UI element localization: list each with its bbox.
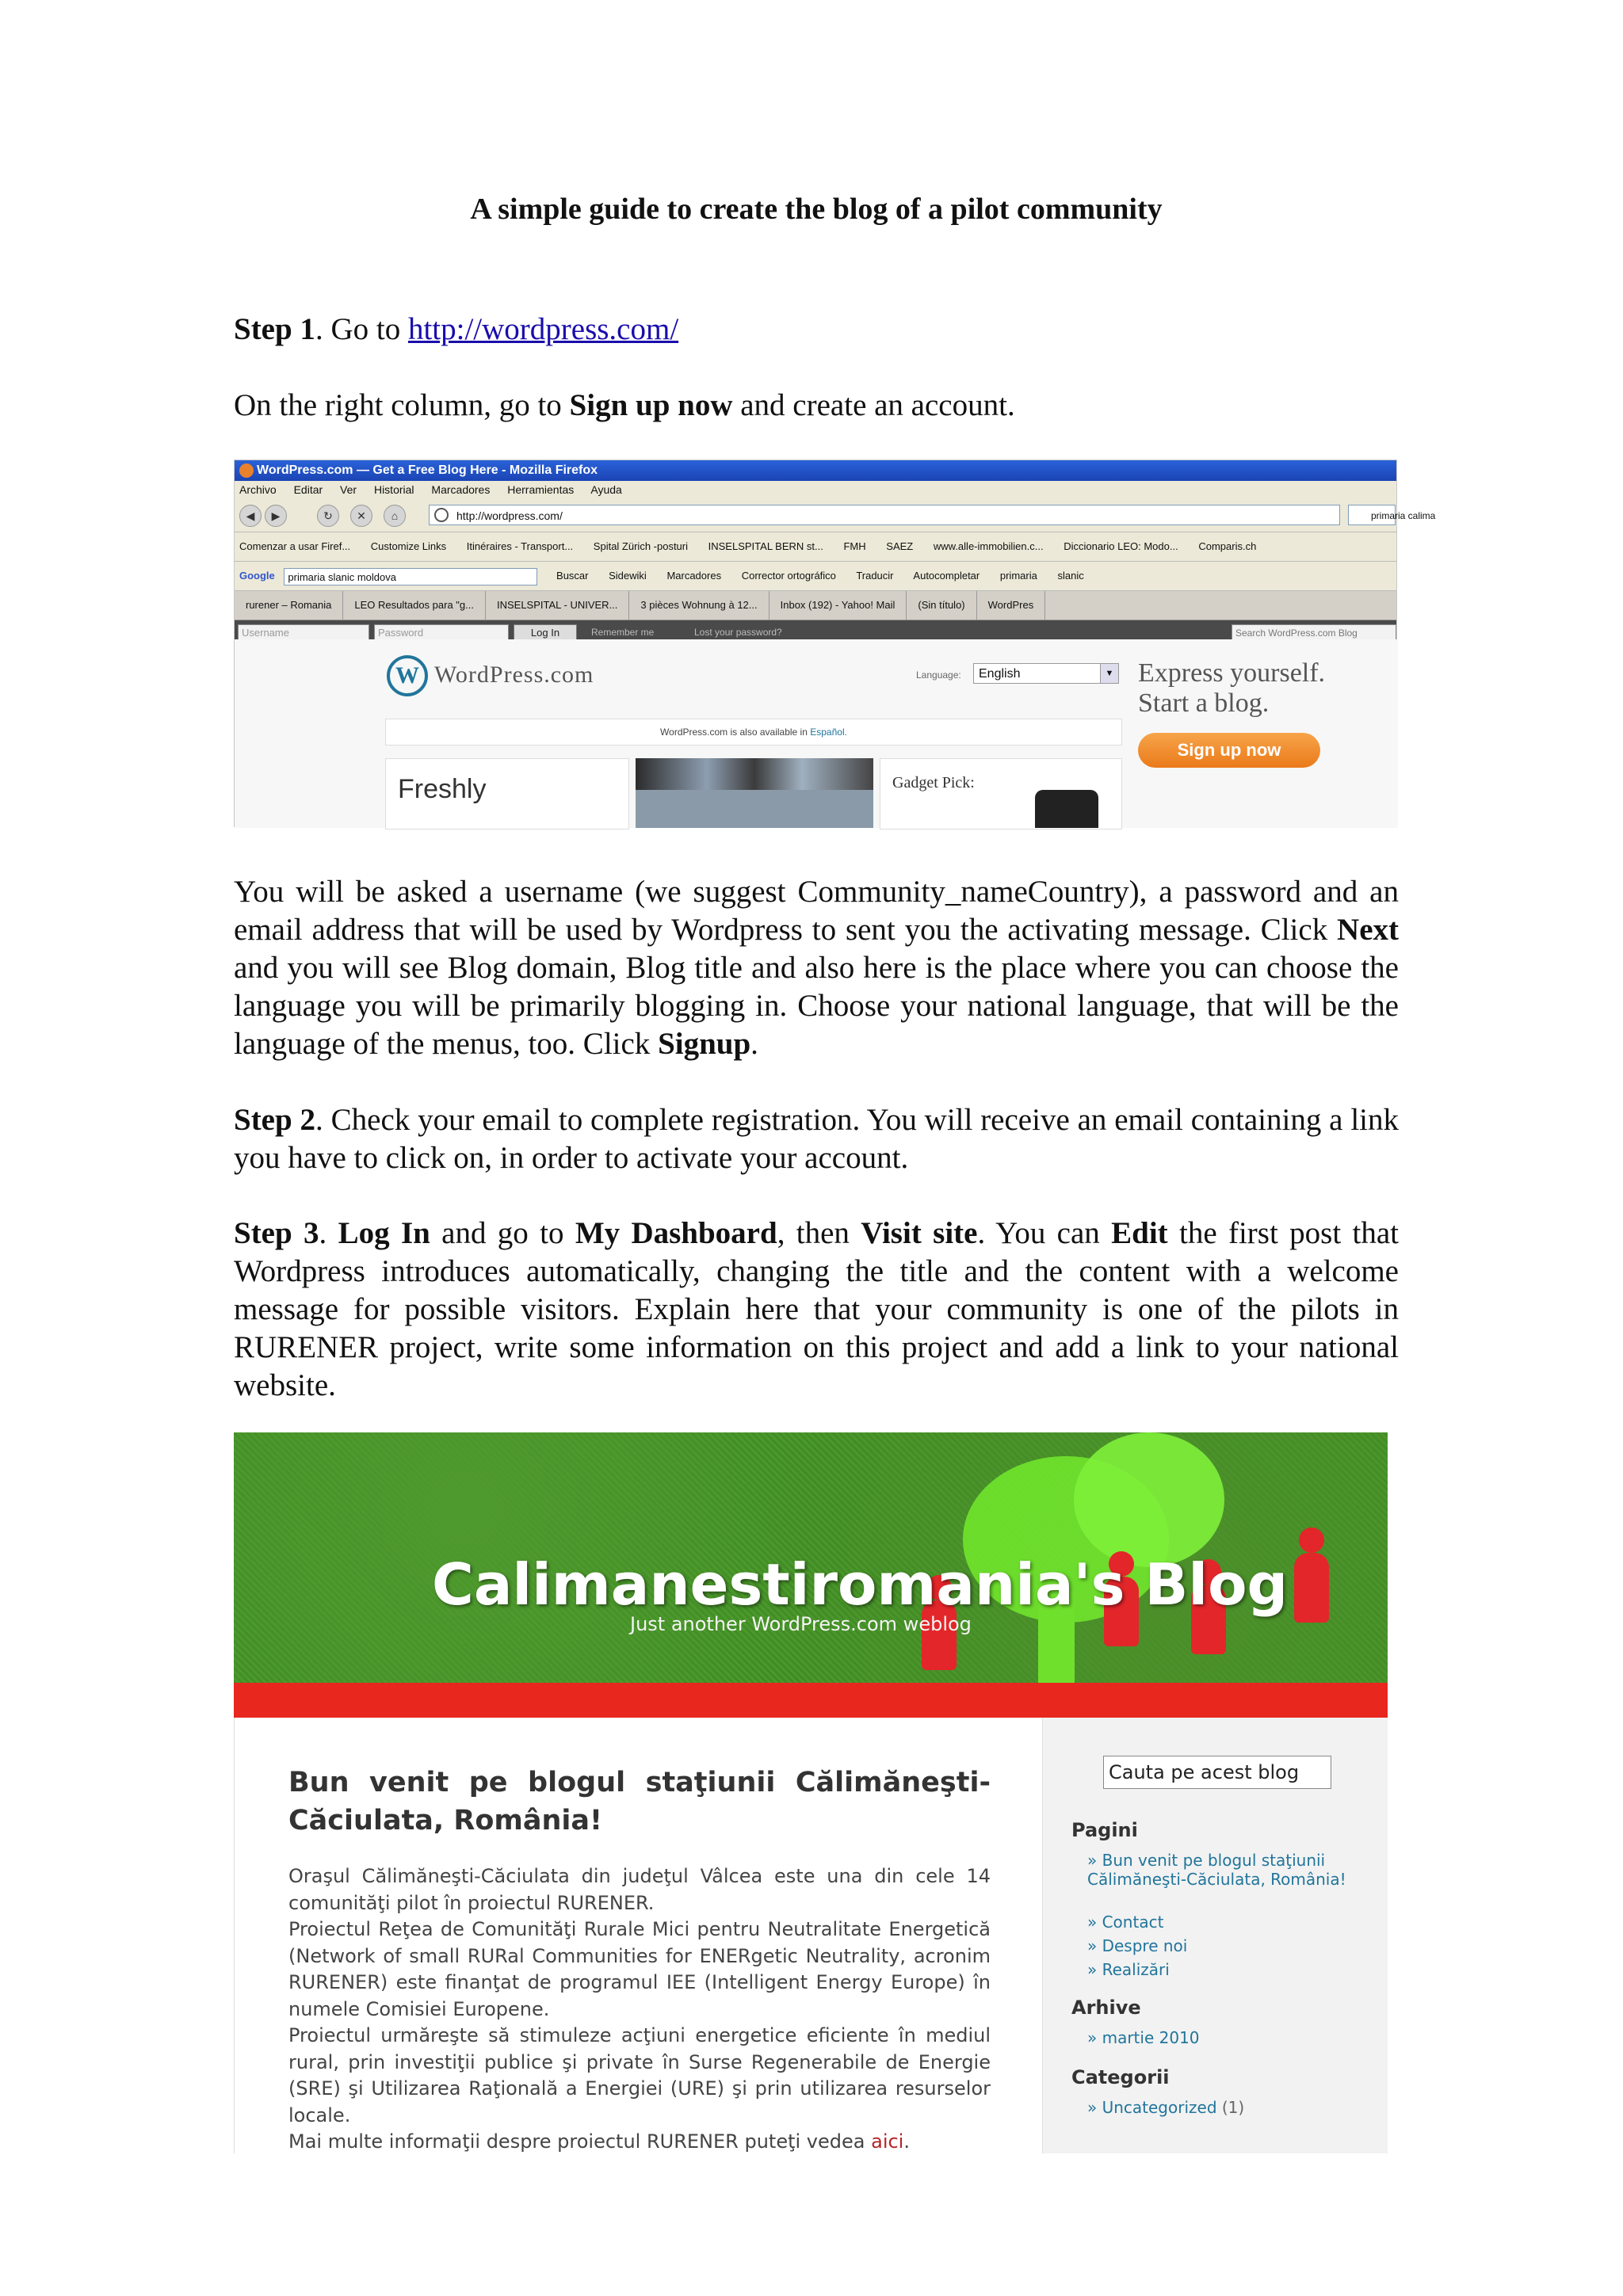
blog-screenshot [234,1432,1388,2153]
step2-paragraph [234,1101,1399,1177]
toolbar-item[interactable]: Traducir [856,570,894,582]
bookmark-item[interactable]: Itinéraires - Transport... [466,540,574,552]
freshly-heading: Freshly [398,774,487,804]
post-body [288,1863,991,2156]
language-value: English [979,667,1021,681]
signup-pre: On the right column, go to [234,388,570,422]
header-red-band [234,1683,1388,1718]
browser-tab[interactable]: INSELSPITAL - UNIVER... [486,591,629,620]
browser-tab[interactable]: rurener – Romania [235,591,343,620]
sidebar-page-label: Realizări [1102,1960,1170,1979]
menu-archivo[interactable]: Archivo [239,483,277,496]
step1-text: . Go to [315,312,408,346]
menu-marcadores[interactable]: Marcadores [431,483,491,496]
toolbar-item[interactable]: slanic [1057,570,1084,582]
signup-post: and create an account. [732,388,1015,422]
step2-text: . Check your email to complete registration. You will receive an email containing a link you have to click on, in order to activate your account. [234,1103,1399,1175]
login-button[interactable]: Log In [514,624,577,640]
sidebar-page-link[interactable]: » Realizări [1087,1960,1170,1979]
navigation-bar [235,498,1436,532]
wordpress-homepage [235,639,1398,828]
username-input[interactable]: Username [238,624,369,640]
archive-heading: Arhive [1071,1997,1141,2019]
aici-link[interactable]: aici [871,2130,904,2153]
post-content [234,1718,1042,2153]
browser-screenshot [234,460,1436,827]
google-logo: Google [239,570,275,582]
toolbar-item[interactable]: Sidewiki [609,570,647,582]
window-title: WordPress.com — Get a Free Blog Here - Mozilla Firefox [257,463,598,477]
tree-illustration-top [1074,1432,1224,1567]
toolbar-item[interactable]: Corrector ortográfico [741,570,836,582]
url-bar[interactable] [429,505,1340,525]
menu-herramientas[interactable]: Herramientas [507,483,575,496]
toolbar-item[interactable]: primaria [999,570,1037,582]
post-paragraph-last [288,2129,991,2156]
sidebar-page-label: Despre noi [1102,1936,1188,1955]
step3-t3: , then [777,1216,861,1250]
sign-up-now-button[interactable]: Sign up now [1138,733,1320,768]
browser-tab[interactable]: LEO Resultados para "g... [343,591,486,620]
express-line2: Start a blog. [1138,688,1270,718]
blog-search-input[interactable]: Cauta pe acest blog [1103,1756,1331,1789]
blog-title[interactable]: Calimanestiromania's Blog [432,1551,1289,1618]
language-label: Language: [916,669,961,681]
menu-editar[interactable]: Editar [293,483,323,496]
bookmark-item[interactable]: Diccionario LEO: Modo... [1064,540,1178,552]
sidebar-page-label: Bun venit pe blogul staţiunii Călimăneşti-Căciulata, România! [1087,1851,1346,1889]
wordpress-logo-text: WordPress.com [434,662,594,688]
username-t2: and you will see Blog domain, Blog title and also here is the place where you can choose the language you will be primarily blogging in. Choose your national language, that will be the language of the menus, too. Click [234,951,1399,1061]
last-paragraph-text: Mai multe informaţii despre proiectul RURENER puteţi vedea [288,2130,872,2153]
menu-ayuda[interactable]: Ayuda [590,483,622,496]
blog-tagline: Just another WordPress.com weblog [630,1613,972,1635]
step3-t2: and go to [430,1216,575,1250]
menu-bar [235,481,1396,498]
signup-paragraph [234,387,1399,425]
categories-heading: Categorii [1071,2066,1170,2088]
bookmark-item[interactable]: SAEZ [886,540,914,552]
toolbar-item[interactable]: Autocompletar [913,570,980,582]
document-title: A simple guide to create the blog of a pilot community [470,193,1163,226]
step1-paragraph [234,311,1399,349]
google-toolbar [235,562,1396,591]
blog-header [234,1432,1388,1683]
step3-t1: . [319,1216,338,1250]
bookmark-item[interactable]: Comenzar a usar Firef... [239,540,351,552]
express-line1: Express yourself. [1138,658,1326,688]
express-yourself-heading [1138,658,1325,719]
username-t3: . [750,1027,758,1061]
sidebar-category-link[interactable]: » Uncategorized (1) [1087,2098,1245,2117]
sidebar-archive-label: martie 2010 [1102,2028,1200,2047]
username-t1: You will be asked a username (we suggest Community_nameCountry), a password and an email address that will be used by Wordpress to sent you the activating message. Click [234,875,1399,947]
post-paragraph: Oraşul Călimăneşti-Căciulata din judeţul Vâlcea este una din cele 14 comunităţi pilot în proiectul RURENER. [288,1865,991,1914]
step2-label: Step 2 [234,1103,316,1137]
signup-word-bold: Signup [658,1027,751,1061]
sidebar-page-link[interactable]: » Contact [1087,1913,1164,1932]
phone-icon [1035,790,1098,828]
language-availability-notice [385,719,1122,746]
menu-historial[interactable]: Historial [373,483,414,496]
sidebar-page-label: Contact [1102,1913,1164,1932]
espanol-link[interactable]: Español. [810,727,847,738]
gadget-pick-heading: Gadget Pick: [892,774,975,791]
post-paragraph: Proiectul urmăreşte să stimuleze acţiuni energetice eficiente în mediul rural, prin investiţii publice şi private în Surse Regenerabile de Energie (SRE) şi Utilizarea Raţională a Energiei (URE) şi prin utilizarea resurselor locale. [288,2024,991,2126]
language-select[interactable] [973,663,1119,684]
post-title[interactable]: Bun venit pe blogul staţiunii Călimăneşti-Căciulata, România! [288,1767,991,1836]
url-text: http://wordpress.com/ [456,509,563,522]
step3-label: Step 3 [234,1216,319,1250]
remember-me-checkbox[interactable]: Remember me [591,627,655,638]
bookmarks-bar [235,532,1396,562]
menu-ver[interactable]: Ver [340,483,357,496]
photo-strip [636,758,873,790]
home-icon[interactable]: ⌂ [384,505,406,527]
forward-icon[interactable]: ▶ [265,505,287,527]
bookmark-item[interactable]: INSELSPITAL BERN st... [708,540,823,552]
bookmark-item[interactable]: www.alle-immobilien.c... [933,540,1044,552]
password-input[interactable]: Password [374,624,509,640]
sidebar-category-label: Uncategorized [1102,2098,1217,2117]
wordpress-link[interactable]: http://wordpress.com/ [407,312,679,346]
sidebar-page-link[interactable]: » Bun venit pe blogul staţiunii Călimăneşti-Căciulata, România! [1087,1851,1346,1889]
toolbar-item[interactable]: Marcadores [666,570,722,582]
browser-tab[interactable]: 3 pièces Wohnung à 12... [629,591,769,620]
reload-icon[interactable]: ↻ [317,505,339,527]
sidebar-page-link[interactable]: » Despre noi [1087,1936,1188,1955]
post-paragraph: Proiectul Reţea de Comunităţi Rurale Mici pentru Neutralitate Energetică (Network of small RURal Communities for ENERgetic Neutrality, acronim RURENER) este finanţat de programul IEE (Intelligent Energy Europe) în numele Comisiei Europene. [288,1918,991,2020]
red-figure-icon [1288,1527,1335,1623]
toolbar-item[interactable]: Buscar [556,570,589,582]
step3-t5: the first post that Wordpress introduces automatically, changing the title and the content with a welcome message for possible visitors. Explain here that your community is one of the pilots in RURENER project, write some information on this project and add a link to your national website. [234,1216,1399,1402]
browser-tab[interactable]: Inbox (192) - Yahoo! Mail [769,591,907,620]
step3-paragraph [234,1215,1399,1405]
login-bold: Log In [338,1216,430,1250]
last-paragraph-end: . [903,2130,910,2153]
wordpress-favicon-icon [434,508,449,522]
chevron-down-icon: ▼ [1100,664,1118,683]
pages-heading: Pagini [1071,1819,1138,1841]
back-icon[interactable]: ◀ [239,505,262,527]
category-count: (1) [1221,2098,1245,2117]
bookmark-item[interactable]: Customize Links [370,540,447,552]
wordpress-search-input[interactable]: Search WordPress.com Blog [1232,624,1396,640]
browser-tab[interactable]: (Sin título) [907,591,976,620]
tab-bar [235,591,1396,620]
available-text: WordPress.com is also available in [660,727,808,738]
step1-label: Step 1 [234,312,315,346]
bookmark-item[interactable]: FMH [843,540,866,552]
edit-bold: Edit [1111,1216,1168,1250]
signup-bold: Sign up now [569,388,733,422]
browser-search-text: primaria calima [1371,510,1436,521]
step3-t4: . You can [977,1216,1112,1250]
dashboard-bold: My Dashboard [575,1216,777,1250]
browser-tab-active[interactable]: WordPres [977,591,1046,620]
sidebar-archive-link[interactable]: » martie 2010 [1087,2028,1200,2047]
next-bold: Next [1337,913,1399,947]
visit-site-bold: Visit site [861,1216,978,1250]
blog-sidebar [1042,1718,1388,2153]
stop-icon[interactable]: ✕ [350,505,372,527]
browser-search-box[interactable] [1348,505,1436,525]
bookmark-item[interactable]: Spital Zürich -posturi [593,540,689,552]
google-query: primaria slanic moldova [288,570,396,583]
google-search-input[interactable] [284,568,537,585]
bookmark-item[interactable]: Comparis.ch [1198,540,1257,552]
username-paragraph [234,873,1399,1063]
lost-password-link[interactable]: Lost your password? [694,627,782,638]
window-titlebar [235,460,1396,481]
firefox-icon [239,463,254,478]
wordpress-logo-icon: W [387,655,428,696]
photo-panel [636,758,873,828]
